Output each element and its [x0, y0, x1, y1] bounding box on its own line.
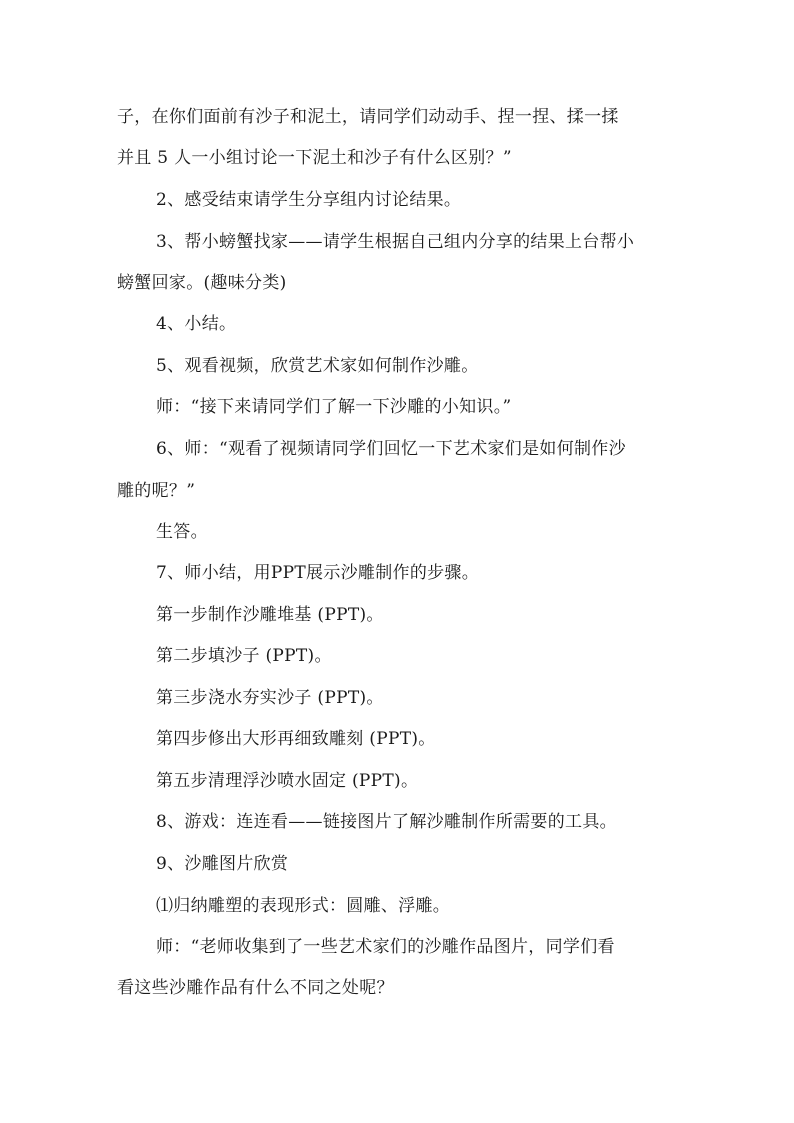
text-line: ⑴归纳雕塑的表现形式：圆雕、浮雕。	[156, 896, 451, 916]
text-line: 师：“接下来请同学们了解一下沙雕的小知识。”	[156, 397, 512, 417]
text-line: 子，在你们面前有沙子和泥土，请同学们动动手、捏一捏、揉一揉	[117, 107, 619, 127]
text-line: 第四步修出大形再细致雕刻 (PPT)。	[156, 729, 436, 749]
text-line: 9、沙雕图片欣赏	[156, 854, 289, 874]
text-line: 5、观看视频，欣赏艺术家如何制作沙雕。	[156, 356, 479, 376]
text-line: 6、师：“观看了视频请同学们回忆一下艺术家们是如何制作沙	[156, 439, 626, 459]
text-line: 第五步清理浮沙喷水固定 (PPT)。	[156, 771, 419, 791]
text-line: 3、帮小螃蟹找家——请学生根据自己组内分享的结果上台帮小	[156, 232, 635, 252]
text-line: 并且 5 人一小组讨论一下泥土和沙子有什么区别？”	[117, 148, 512, 168]
text-line: 8、游戏：连连看——链接图片了解沙雕制作所需要的工具。	[156, 812, 617, 832]
text-line: 雕的呢？”	[117, 481, 196, 501]
text-line: 师：“老师收集到了一些艺术家们的沙雕作品图片，同学们看	[156, 937, 615, 957]
text-line: 生答。	[156, 522, 208, 542]
text-line: 第二步填沙子 (PPT)。	[156, 646, 332, 666]
text-line: 4、小结。	[156, 314, 237, 334]
text-line: 螃蟹回家。(趣味分类)	[117, 273, 287, 293]
text-line: 第一步制作沙雕堆基 (PPT)。	[156, 605, 384, 625]
text-line: 第三步浇水夯实沙子 (PPT)。	[156, 688, 384, 708]
text-line: 7、师小结，用PPT展示沙雕制作的步骤。	[156, 563, 480, 583]
text-line: 2、感受结束请学生分享组内讨论结果。	[156, 190, 462, 210]
text-line: 看这些沙雕作品有什么不同之处呢？	[117, 978, 394, 998]
